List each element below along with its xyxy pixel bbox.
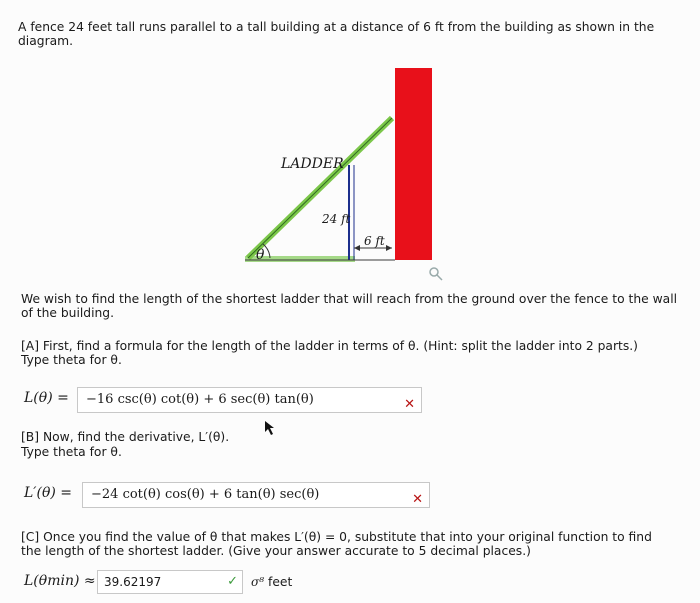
part-c-instruction: the length of the shortest ladder. (Give your answer accurate to 5 decimal places.) <box>21 544 531 558</box>
part-b-answer: −24 cot(θ) cos(θ) + 6 tan(θ) sec(θ) <box>91 487 320 502</box>
problem-line-2: of the building. <box>21 306 115 320</box>
part-b-hint: Type theta for θ. <box>21 445 122 459</box>
part-a-hint: Type theta for θ. <box>21 353 122 367</box>
ladder-label: LADDER <box>281 156 344 172</box>
part-c-prompt: [C] Once you find the value of θ that makes L′(θ) = 0, substitute that into your original function to find <box>21 530 652 544</box>
intro-line-2: diagram. <box>18 34 74 48</box>
part-b-prompt: [B] Now, find the derivative, L′(θ). <box>21 430 230 444</box>
mouse-cursor-icon <box>264 420 276 436</box>
intro-line-1: A fence 24 feet tall runs parallel to a tall building at a distance of 6 ft from the building as shown in the <box>18 20 655 34</box>
ladder-diagram <box>230 60 460 275</box>
part-a-lhs: L(θ) = <box>24 390 69 406</box>
part-a-answer: −16 csc(θ) cot(θ) + 6 sec(θ) tan(θ) <box>86 392 314 407</box>
math-input-icon[interactable]: σ⁸ <box>251 575 265 589</box>
part-c-answer-field[interactable] <box>97 570 243 594</box>
part-b-lhs: L′(θ) = <box>24 485 73 501</box>
part-c-lhs: L(θmin) ≈ <box>24 573 96 589</box>
incorrect-icon: ✕ <box>404 397 415 412</box>
part-a-prompt: [A] First, find a formula for the length of the ladder in terms of θ. (Hint: split the ladder into 2 parts.) <box>21 339 638 353</box>
building-shape <box>395 68 432 260</box>
correct-check-icon: ✓ <box>227 574 238 589</box>
part-a-answer-field[interactable] <box>77 387 422 413</box>
unit-label: feet <box>268 575 293 589</box>
zoom-icon[interactable] <box>428 266 444 282</box>
part-c-answer: 39.62197 <box>104 575 162 589</box>
distance-label: 6 ft <box>364 234 385 248</box>
fence-height-label: 24 ft <box>322 212 351 226</box>
part-b-answer-field[interactable] <box>82 482 430 508</box>
incorrect-icon: ✕ <box>412 492 423 507</box>
problem-line-1: We wish to find the length of the shortest ladder that will reach from the ground over the fence to the wall <box>21 292 678 306</box>
angle-label: θ <box>256 247 265 263</box>
